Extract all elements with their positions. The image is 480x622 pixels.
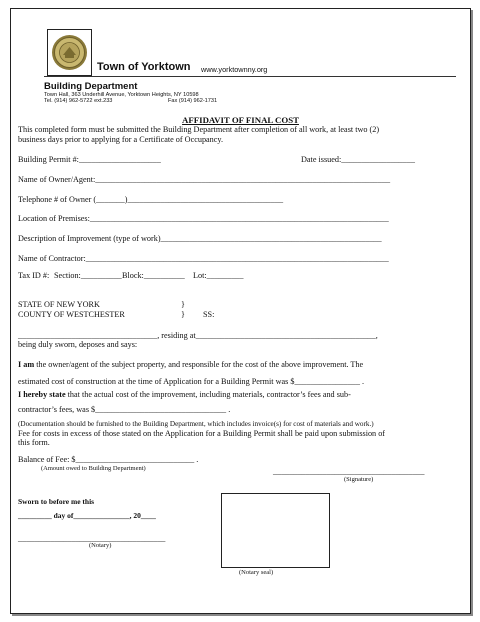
- department-address: Town Hall, 363 Underhill Avenue, Yorktown Heights, NY 10598: [44, 92, 199, 98]
- signature-line[interactable]: _____________________________________: [273, 467, 425, 476]
- department-tel: Tel. (914) 962-5722 ext.233: [44, 98, 113, 104]
- fee-note-line-2: this form.: [18, 438, 50, 447]
- owner-statement: [18, 360, 363, 369]
- estimated-cost-field[interactable]: estimated cost of construction at the time of Application for a Building Permit was $________________ .: [18, 377, 365, 386]
- date-issued-field[interactable]: Date issued:__________________: [301, 155, 415, 164]
- actual-cost-statement-text: that the actual cost of the improvement, including materials, contractor’s fees and sub-: [65, 390, 351, 399]
- intro-text-line-1: This completed form must be submitted the Building Department after completion of all work, at least two (2): [18, 125, 380, 134]
- notary-seal-box: [221, 493, 330, 568]
- i-hereby-state-bold: I hereby state: [18, 390, 66, 399]
- notary-signature-line[interactable]: ____________________________________: [18, 534, 166, 543]
- intro-text-line-2: business days prior to applying for a Certificate of Occupancy.: [18, 135, 224, 144]
- town-website: www.yorktownny.org: [201, 65, 268, 74]
- department-fax: Fax (914) 962-1731: [168, 98, 218, 104]
- header-divider: [44, 76, 456, 77]
- documentation-note: (Documentation should be furnished to the Building Department, which includes invoice(s) for cost of materials and work.): [18, 420, 374, 428]
- notary-label: (Notary): [89, 542, 112, 549]
- owner-statement-text: the owner/agent of the subject property, and responsible for the cost of the above improvement. The: [34, 360, 364, 369]
- state-brace-1: }: [181, 300, 185, 309]
- tax-block-field[interactable]: Block:__________: [122, 271, 185, 280]
- day-of-field[interactable]: _________ day of_______________, 20____: [18, 511, 156, 520]
- contractor-name-field[interactable]: Name of Contractor:__________________________________________________________________________: [18, 254, 389, 263]
- i-am-bold: I am: [18, 360, 35, 369]
- form-page: [10, 8, 471, 614]
- state-brace-2: }: [181, 310, 185, 319]
- fee-note-line-1: Fee for costs in excess of those stated on the Application for a Building Permit shall be paid upon submission of: [18, 429, 386, 438]
- ss-label: SS:: [203, 310, 215, 319]
- residing-field[interactable]: __________________________________, residing at____________________________________________,: [18, 331, 378, 340]
- tax-id-label: Tax ID #:: [18, 271, 50, 280]
- sworn-before-label: Sworn to before me this: [18, 497, 95, 506]
- balance-of-fee-field[interactable]: Balance of Fee: $_____________________________ .: [18, 455, 199, 464]
- owner-telephone-field[interactable]: Telephone # of Owner (_______)______________________________________: [18, 195, 284, 204]
- balance-note: (Amount owed to Building Department): [41, 465, 146, 472]
- description-improvement-field[interactable]: Description of Improvement (type of work)______________________________________________________: [18, 234, 382, 243]
- state-label: STATE OF NEW YORK: [18, 300, 100, 309]
- actual-cost-statement: [18, 390, 351, 399]
- owner-agent-field[interactable]: Name of Owner/Agent:________________________________________________________________________: [18, 175, 391, 184]
- tax-section-field[interactable]: Section:__________: [54, 271, 122, 280]
- town-name: Town of Yorktown: [97, 61, 191, 73]
- location-premises-field[interactable]: Location of Premises:_________________________________________________________________________: [18, 214, 389, 223]
- form-title: AFFIDAVIT OF FINAL COST: [182, 115, 299, 125]
- town-seal-icon: [47, 29, 92, 76]
- contractor-fees-field[interactable]: contractor’s fees, was $________________________________ .: [18, 405, 231, 414]
- signature-label: (Signature): [344, 476, 374, 483]
- department-name: Building Department: [44, 81, 138, 92]
- notary-seal-label: (Notary seal): [239, 569, 274, 576]
- building-permit-field[interactable]: Building Permit #:____________________: [18, 155, 161, 164]
- duly-sworn-text: being duly sworn, deposes and says:: [18, 340, 138, 349]
- tax-lot-field[interactable]: Lot:_________: [193, 271, 244, 280]
- county-label: COUNTY OF WESTCHESTER: [18, 310, 125, 319]
